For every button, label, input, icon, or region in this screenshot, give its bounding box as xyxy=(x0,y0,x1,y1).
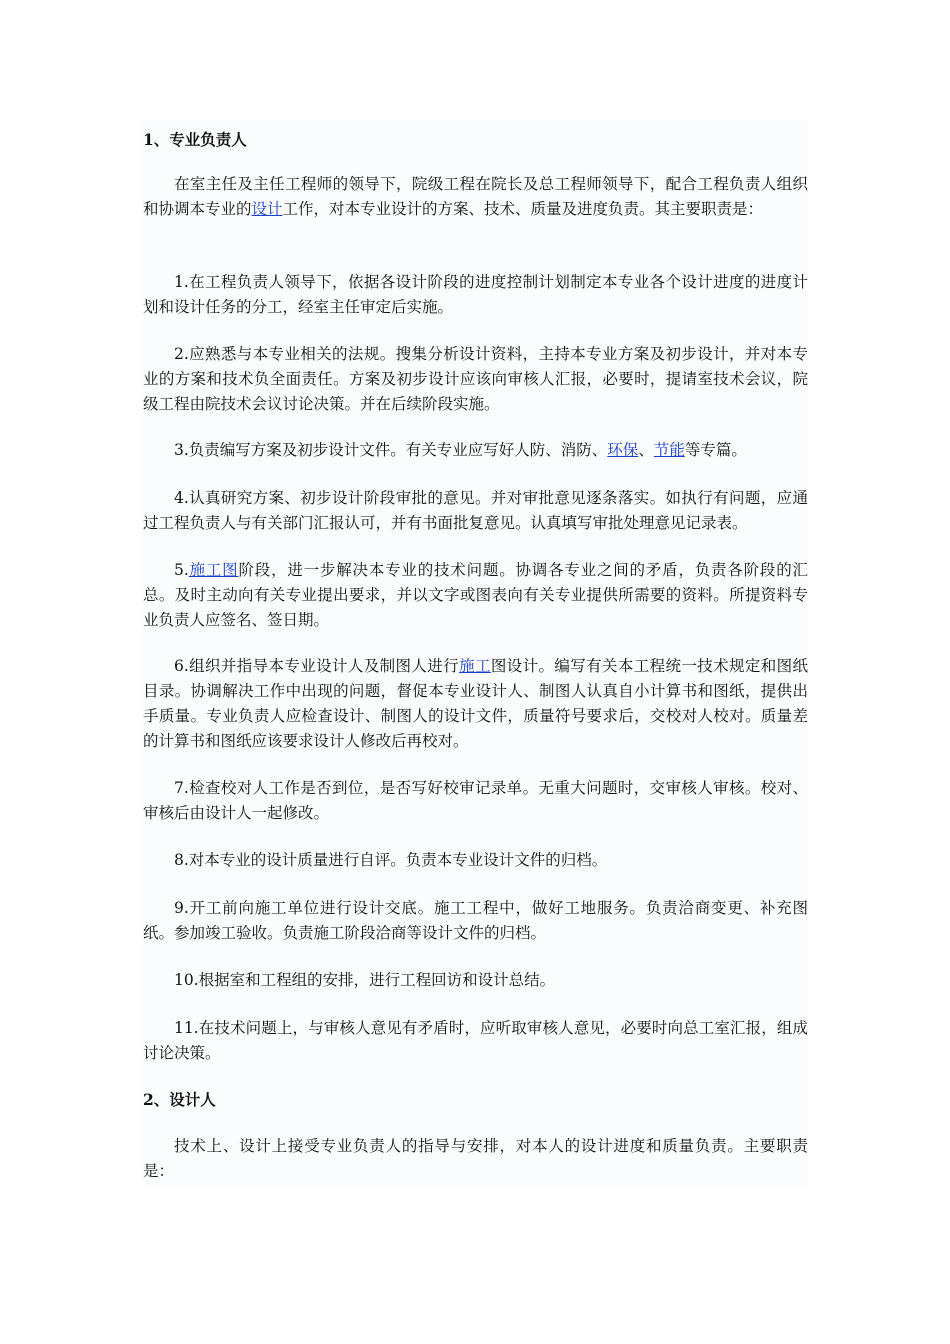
duty-item-6 xyxy=(143,654,808,754)
section-1-intro xyxy=(143,172,808,222)
item5-text-b: 阶段，进一步解决本专业的技术问题。协调各专业之间的矛盾，负责各阶段的汇总。及时主动向有关专业提出要求，并以文字或图表向有关专业提供所需要的资料。所提资料专业负责人应签名、签日期。 xyxy=(143,561,808,629)
link-energy-saving[interactable]: 节能 xyxy=(653,441,685,459)
item3-sep: 、 xyxy=(638,441,654,459)
section-2-heading: 2、设计人 xyxy=(143,1090,216,1109)
item6-text-a: 6.组织并指导本专业设计人及制图人进行 xyxy=(174,657,460,675)
item3-text-a: 3.负责编写方案及初步设计文件。有关专业应写好人防、消防、 xyxy=(174,441,608,459)
intro-text-b: 工作，对本专业设计的方案、技术、质量及进度负责。其主要职责是： xyxy=(282,200,764,218)
section-2-intro: 技术上、设计上接受专业负责人的指导与安排，对本人的设计进度和质量负责。主要职责是： xyxy=(143,1137,808,1180)
duty-item-4: 4.认真研究方案、初步设计阶段审批的意见。并对审批意见逐条落实。如执行有问题，应通过工程负责人与有关部门汇报认可，并有书面批复意见。认真填写审批处理意见记录表。 xyxy=(143,489,808,532)
duty-item-2: 2.应熟悉与本专业相关的法规。搜集分析设计资料，主持本专业方案及初步设计，并对本专业的方案和技术负全面责任。方案及初步设计应该向审核人汇报，必要时，提请室技术会议，院级工程由院技术会议讨论决策。并在后续阶段实施。 xyxy=(143,345,808,413)
link-design[interactable]: 设计 xyxy=(251,200,283,218)
item3-text-b: 等专篇。 xyxy=(684,441,747,459)
intro-text-a: 在室主任及主任工程师的领导下，院级工程在院长及总工程师领导下，配合工程负责人组织和协调本专业的 xyxy=(143,175,808,218)
duty-item-3 xyxy=(143,438,808,463)
document-body xyxy=(143,120,808,1186)
duty-item-11: 11.在技术问题上，与审核人意见有矛盾时，应听取审核人意见，必要时向总工室汇报，组成讨论决策。 xyxy=(143,1019,808,1062)
link-construction-drawing[interactable]: 施工图 xyxy=(188,561,239,579)
duty-item-10: 10.根据室和工程组的安排，进行工程回访和设计总结。 xyxy=(174,971,556,989)
item5-prefix: 5. xyxy=(174,561,189,579)
duty-item-5 xyxy=(143,558,808,633)
duty-item-8: 8.对本专业的设计质量进行自评。负责本专业设计文件的归档。 xyxy=(174,851,608,869)
item6-text-b: 图设计。编写有关本工程统一技术规定和图纸目录。协调解决工作中出现的问题，督促本专业设计人、制图人认真自小计算书和图纸，提供出手质量。专业负责人应检查设计、制图人的设计文件，质量符号要求后，交校对人校对。质量差的计算书和图纸应该要求设计人修改后再校对。 xyxy=(143,657,808,750)
duty-item-7: 7.检查校对人工作是否到位，是否写好校审记录单。无重大问题时，交审核人审核。校对、审核后由设计人一起修改。 xyxy=(143,779,808,822)
link-environmental[interactable]: 环保 xyxy=(607,441,639,459)
duty-item-9: 9.开工前向施工单位进行设计交底。施工工程中，做好工地服务。负责洽商变更、补充图纸。参加竣工验收。负责施工阶段洽商等设计文件的归档。 xyxy=(143,899,808,942)
duty-item-1: 1.在工程负责人领导下，依据各设计阶段的进度控制计划制定本专业各个设计进度的进度计划和设计任务的分工，经室主任审定后实施。 xyxy=(143,273,808,316)
link-construction[interactable]: 施工 xyxy=(459,657,491,675)
section-1-heading: 1、专业负责人 xyxy=(143,130,247,149)
